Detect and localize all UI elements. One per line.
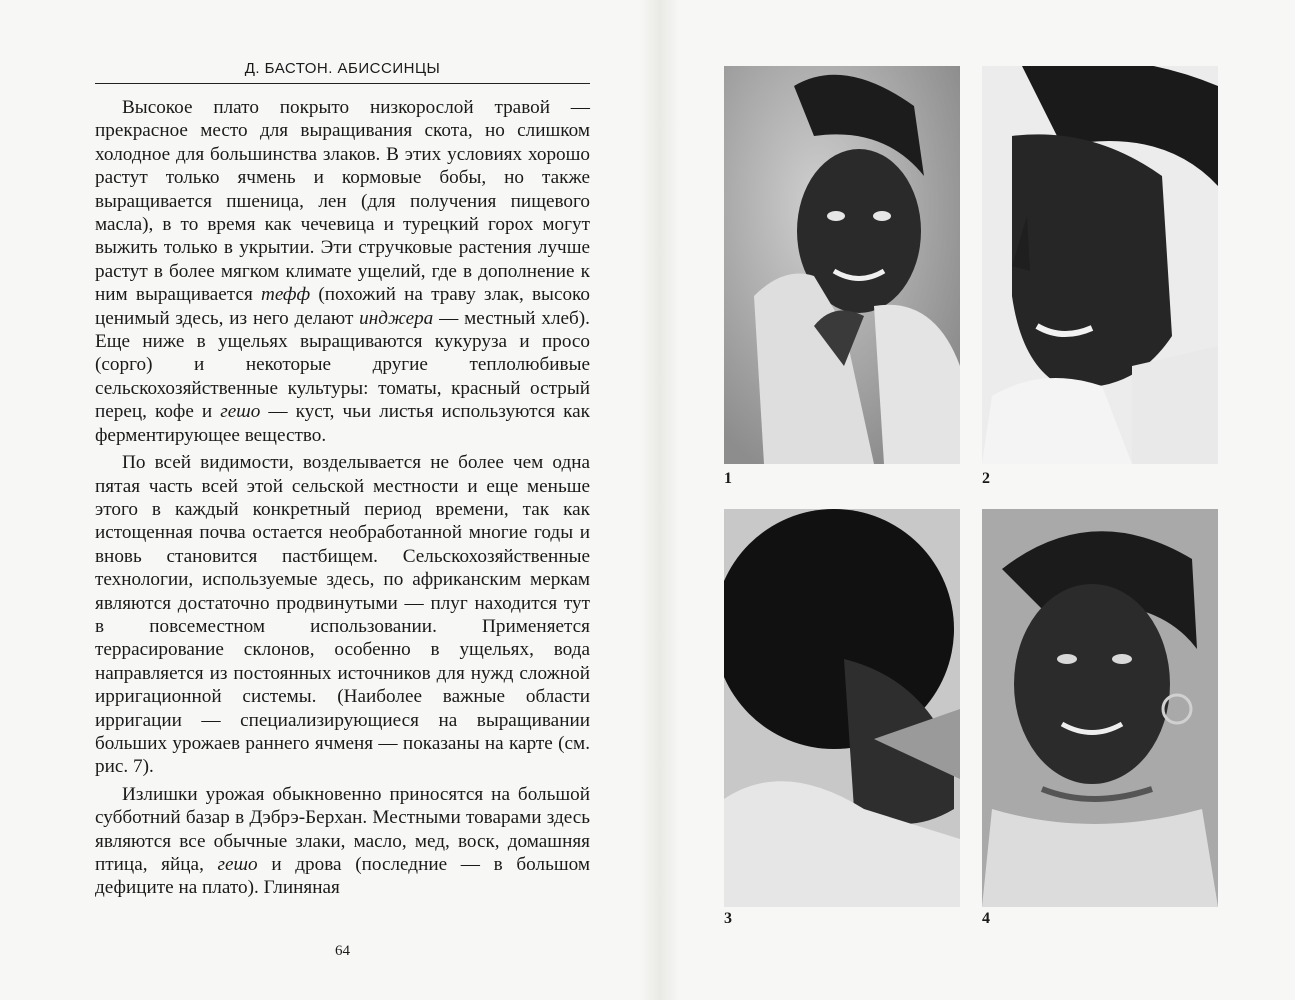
italic-term: гешо [220, 401, 261, 423]
portrait-photo-1 [724, 66, 960, 464]
photo-plate-3 [724, 509, 960, 907]
paragraph-1 [95, 96, 590, 447]
plate-caption-1: 1 [724, 470, 732, 487]
paragraph-2: По всей видимости, возделывается не более чем одна пятая часть всей этой сельской местности и еще меньше этого в каждый конкретный период времени, так как истощенная почва остается необработанной многие годы и вновь становится пастбищем. Сельскохозяйственные технологии, используемые здесь, по африканским меркам являются достаточно продвинутыми — плуг находится тут в повсеместном использовании. Применяется террасирование склонов, особенно в ущельях, вода направляется из постоянных источников для нужд сложной ирригационной системы. (Наиболее важные области ирригации — специализирующиеся на выращивании больших урожаев раннего ячменя — показаны на карте (см. рис. 7). [95, 452, 590, 778]
text-run: Излишки урожая обыкновенно приносятся на большой субботний базар в Дэбрэ-Берхан. Местными товарами здесь являются все обычные злаки, масло, мед, воск, домашняя птица, яйца, [95, 783, 590, 875]
text-run: — местный хлеб). Еще ниже в ущельях выращиваются кукуруза и просо (сорго) и некоторые другие теплолюбивые сельскохозяйственные культуры: томаты, красный острый перец, кофе и [95, 307, 590, 423]
plate-caption-4: 4 [982, 910, 990, 927]
photo-plate-1 [724, 66, 960, 464]
portrait-photo-3 [724, 509, 960, 907]
page-number: 64 [335, 943, 350, 959]
italic-term: гешо [217, 854, 258, 875]
body-text [95, 96, 590, 900]
plate-caption-2: 2 [982, 470, 990, 487]
text-run: Высокое плато покрыто низкорослой травой — прекрасное место для выращивания скота, но слишком холодное для большинства злаков. В этих условиях хорошо растут только ячмень и кормовые бобы, но также выращивается пшеница, лен (для получения пищевого масла), в то время как чечевица и турецкий горох могут выжить только в укрытии. Эти стручковые растения лучше растут в более мягком климате ущелий, где в дополнение к ним выращивается [95, 97, 590, 306]
left-page [95, 60, 590, 959]
book-gutter [640, 0, 680, 1000]
photo-plate-4 [982, 509, 1218, 907]
portrait-photo-4 [982, 509, 1218, 907]
running-head: Д. БАСТОН. АБИССИНЦЫ [95, 60, 590, 84]
portrait-photo-2 [982, 66, 1218, 464]
italic-term: инджера [359, 307, 434, 329]
text-run: — куст, чьи листья используются как ферментирующее вещество. [95, 401, 590, 446]
text-run: и дрова (последние — в большом дефиците на плато). Глиняная [95, 854, 590, 899]
paragraph-3 [95, 783, 590, 900]
plate-caption-3: 3 [724, 910, 732, 927]
italic-term: тефф [261, 284, 311, 306]
text-run: (похожий на траву злак, высоко ценимый здесь, из него делают [95, 284, 590, 329]
photo-plate-2 [982, 66, 1218, 464]
